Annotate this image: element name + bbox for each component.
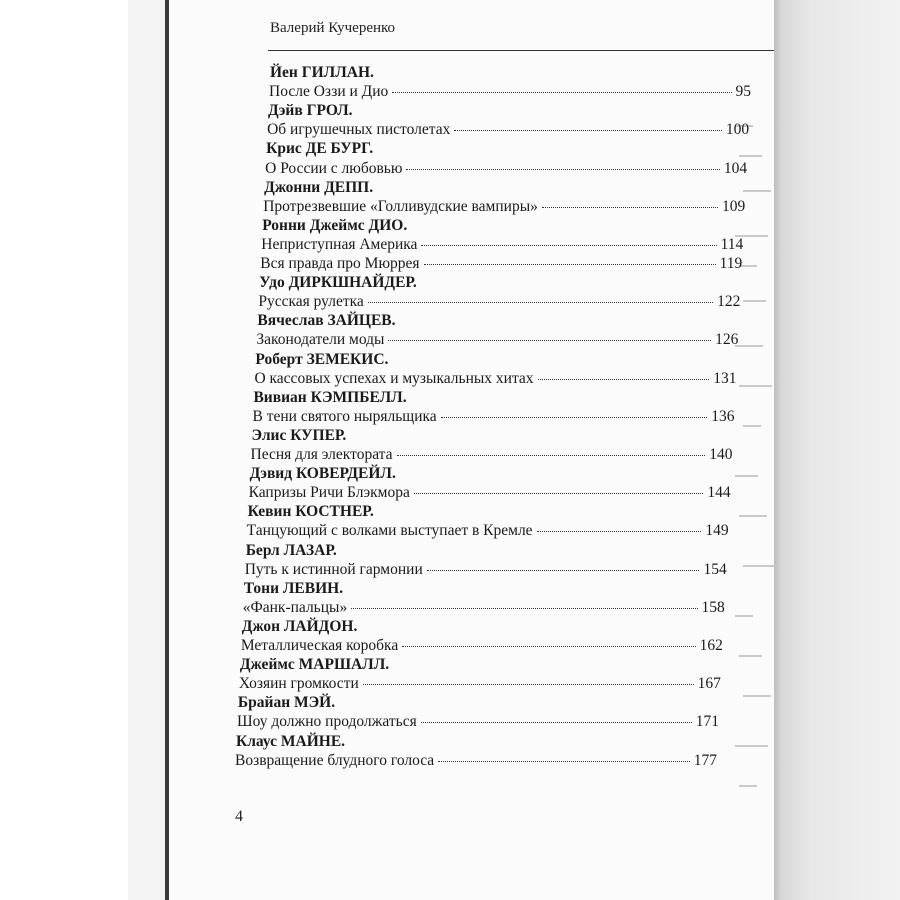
toc-page-number: 149 [705,522,729,540]
toc-author-heading [259,274,417,292]
toc-author-name: Вячеслав ЗАЙЦЕВ. [257,312,396,330]
toc-author-name: Вивиан КЭМПБЕЛЛ. [253,388,407,406]
bleed-through-line [739,155,762,157]
bleed-through-line [743,425,761,427]
toc-dot-leader [397,455,706,456]
toc-author-name: Кевин КОСТНЕР. [247,503,374,521]
bleed-through-line [739,515,767,517]
toc-page-number: 154 [703,560,727,578]
toc-author-name: Брайан МЭЙ. [237,694,336,712]
toc-author-name: Джеймс МАРШАЛЛ. [239,656,390,674]
toc-author-heading [268,102,353,120]
bleed-through-line [735,345,763,347]
toc-author-heading [244,580,343,598]
toc-item-title: Хозяин громкости [238,675,359,693]
toc-dot-leader [441,417,708,418]
toc-item-title: Законодатели моды [256,331,385,349]
toc-dot-leader [351,608,697,609]
header-divider [268,50,774,51]
toc-dot-leader [438,761,690,762]
toc-item-title: В тени святого ныряльщика [252,407,437,425]
toc-dot-leader [538,379,710,380]
toc-dot-leader [392,92,731,93]
toc-page-number: 136 [711,407,735,425]
toc-author-heading [255,351,388,369]
toc-item [239,675,721,693]
toc-author-heading [238,694,335,712]
toc-author-name: Дэвид КОВЕРДЕЙЛ. [249,465,396,483]
toc-author-name: Клаус МАЙНЕ. [235,732,346,750]
toc-author-name: Берл ЛАЗАР. [245,541,337,559]
toc-item-title: Вся правда про Мюррея [260,255,420,272]
toc-author-heading [262,217,407,235]
toc-dot-leader [421,722,692,723]
toc-page-number: 100 [725,121,750,139]
toc-author-heading [264,179,373,197]
toc-page-number: 162 [699,637,723,654]
toc-dot-leader [537,531,702,532]
toc-dot-leader [421,245,716,246]
toc-page-number: 144 [707,484,731,502]
toc-author-heading [253,389,406,407]
toc-item-title: Неприступная Америка [261,235,418,253]
toc-author-name: Дэйв ГРОЛ. [268,102,353,120]
page-number: 4 [235,808,243,825]
toc-page-number: 167 [697,675,721,693]
toc-dot-leader [414,493,704,494]
toc-item [261,236,743,254]
toc-page-number: 158 [701,598,725,616]
toc-dot-leader [454,130,721,131]
bleed-through-line [739,655,762,657]
toc-item [269,83,751,101]
toc-item [245,561,727,579]
toc-page-number: 177 [693,751,717,769]
toc-item [260,255,742,273]
toc-dot-leader [427,570,700,571]
toc-dot-leader [388,340,711,341]
toc-page-number: 171 [695,713,719,731]
toc-item [265,160,747,178]
toc-page-number: 140 [709,446,733,463]
toc-author-heading [242,618,358,636]
toc-item-title: Об игрушечных пистолетах [267,121,451,139]
toc-item-title: Песня для электората [250,446,393,463]
toc-item-title: Металлическая коробка [240,637,399,654]
toc-item-title: Танцующий с волками выступает в Кремле [246,522,533,540]
toc-page-number: 95 [735,83,752,101]
toc-item [241,637,723,655]
toc-author-heading [248,503,374,521]
bleed-through-line [743,300,766,302]
toc-page-number: 126 [715,331,739,349]
toc-item-title: Капризы Ричи Блэкмора [248,484,410,502]
toc-item-title: Русская рулетка [258,293,364,311]
toc-author-heading [266,140,373,158]
toc-author-name: Джон ЛАЙДОН. [241,617,358,635]
toc-page-number: 122 [717,293,741,311]
toc-item [258,293,740,311]
toc-dot-leader [424,264,716,265]
toc-author-heading [240,656,389,674]
toc-author-name: Роберт ЗЕМЕКИС. [255,350,389,368]
toc-author-name: Джонни ДЕПП. [264,178,374,196]
toc-author-heading [270,64,374,82]
toc-author-name: Крис ДЕ БУРГ. [266,140,374,158]
toc-item [243,599,725,617]
toc-author-name: Удо ДИРКШНАЙДЕР. [259,274,417,292]
toc-dot-leader [402,646,695,647]
toc-item-title: Протрезвевшие «Голливудские вампиры» [263,197,538,215]
toc-page-number: 104 [723,159,748,177]
toc-item [247,522,729,540]
toc-page-number: 114 [720,235,744,253]
toc-dot-leader [363,684,694,685]
toc-item [254,370,736,388]
toc-page-number: 119 [719,255,743,272]
toc-item [249,484,731,502]
bleed-through-line [739,785,757,787]
toc-author-name: Тони ЛЕВИН. [243,579,344,597]
toc-item [251,446,733,464]
bleed-through-line [743,695,771,697]
toc-item [237,713,719,731]
bleed-through-line [739,385,772,387]
bleed-through-line [735,615,753,617]
toc-author-heading [246,542,337,560]
toc-item-title: О России с любовью [265,159,403,177]
toc-author-heading [257,312,395,330]
toc-item-title: Путь к истинной гармонии [244,560,423,578]
toc-dot-leader [368,302,713,303]
toc-item-title: «Фанк-пальцы» [242,598,348,616]
toc-author-name: Элис КУПЕР. [251,426,347,444]
toc-item [267,121,749,139]
bleed-through-line [743,565,776,567]
toc-author-heading [236,733,345,751]
scan-margin [128,0,168,900]
toc-author-heading [250,465,396,483]
toc-item [253,408,735,426]
toc-dot-leader [542,207,718,208]
toc-item [235,752,717,770]
toc-author-heading [252,427,347,445]
running-header-author: Валерий Кучеренко [270,20,396,36]
bleed-through-line [735,745,768,747]
toc-item-title: Возвращение блудного голоса [235,751,435,769]
toc-page-number: 131 [713,369,737,387]
toc-dot-leader [406,169,719,170]
toc-item-title: О кассовых успехах и музыкальных хитах [254,369,534,387]
bleed-through-line [743,190,771,192]
bleed-through-line [735,475,758,477]
toc-page-number: 109 [721,197,746,215]
toc-author-name: Йен ГИЛЛАН. [270,64,374,81]
toc-author-name: Ронни Джеймс ДИО. [262,216,408,234]
toc-item [256,331,738,349]
next-page-edge [774,0,900,900]
toc-item [263,198,745,216]
toc-item-title: Шоу должно продолжаться [236,713,417,731]
toc-item-title: После Оззи и Дио [269,83,389,101]
